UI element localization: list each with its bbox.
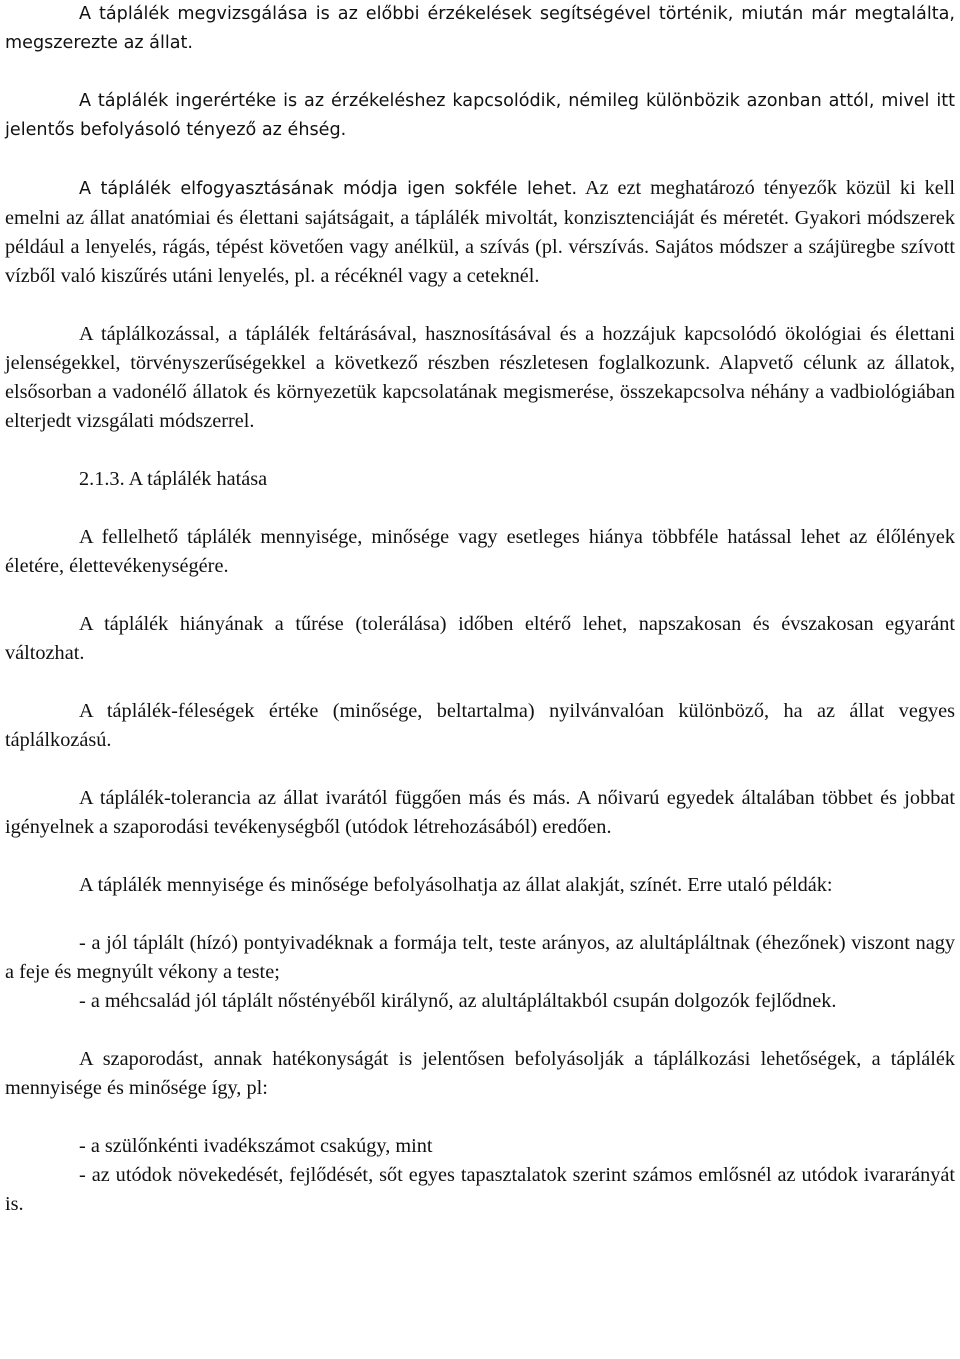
text-serif-segment: a récéknél vagy a ceteknél. bbox=[315, 265, 540, 287]
paragraph-shape-color: A táplálék mennyisége és minősége befolyásolhatja az állat alakját, színét. Erre utaló példák: bbox=[79, 874, 833, 896]
paragraph-food-tolerance: A táplálék hiányának a tűrése (tolerálása) időben eltérő lehet, napszakosan és évszakosan egyaránt változhat. bbox=[5, 613, 955, 664]
list-item: - a jól táplált (hízó) pontyivadéknak a formája telt, teste arányos, az alultápláltnak (éhezőnek) viszont nagy a feje és megnyúlt vékony a teste; bbox=[5, 932, 955, 983]
paragraph-reproduction: A szaporodást, annak hatékonyságát is jelentősen befolyásolják a táplálkozási lehetőségek, a táplálék mennyisége és minősége így, pl: bbox=[5, 1048, 955, 1099]
paragraph-feeding-overview: A táplálkozással, a táplálék feltárásával, hasznosításával és a hozzájuk kapcsolódó ökológiai és élettani jelenségekkel, törvényszerűségekkel a következő részben részletesen foglalkozunk. Alapvető célunk az állatok, elsősorban a vadonélő állatok és környezetük kapcsolatának megismerése, összekapcsolva néhány a vadbiológiában elterjedt vizsgálati módszerrel. bbox=[5, 323, 955, 432]
paragraph-food-consumption bbox=[5, 174, 955, 291]
paragraph-sex-tolerance: A táplálék-tolerancia az állat ivarától függően más és más. A nőivarú egyedek általában többet és jobbat igényelnek a szaporodási tevékenységből (utódok létrehozásából) eredően. bbox=[5, 787, 955, 838]
list-item: - a méhcsalád jól táplált nőstényéből királynő, az alultápláltakból csupán dolgozók fejlődnek. bbox=[79, 990, 837, 1012]
paragraph-food-examination: A táplálék megvizsgálása is az előbbi érzékelések segítségével történik, miután már megtalálta, megszerezte az állat. bbox=[5, 4, 955, 53]
paragraph-food-availability: A fellelhető táplálék mennyisége, minősége vagy esetleges hiánya többféle hatással lehet az élőlények életére, élettevékenységére. bbox=[5, 526, 955, 577]
text-serif-segment: Gyakori módszerek például a lenyelés, rágás, tépést követően vagy anélkül, a szívás (pl. vérszívás. bbox=[5, 207, 955, 258]
text-sans-segment: A táplálék elfogyasztásának módja igen sokféle lehet. bbox=[79, 179, 578, 199]
document-page bbox=[5, 0, 955, 1219]
list-item: - az utódok növekedését, fejlődését, sőt egyes tapasztalatok szerint számos emlősnél az utódok ivararányát is. bbox=[5, 1164, 955, 1215]
paragraph-food-value: A táplálék-féleségek értéke (minősége, beltartalma) nyilvánvalóan különböző, ha az állat vegyes táplálkozású. bbox=[5, 700, 955, 751]
list-item: - a szülőnkénti ivadékszámot csakúgy, mint bbox=[79, 1135, 433, 1157]
paragraph-food-stimulus-value: A táplálék ingerértéke is az érzékeléshez kapcsolódik, némileg különbözik azonban attól, mivel itt jelentős befolyásoló tényező az éhség. bbox=[5, 91, 955, 140]
section-heading: 2.1.3. A táplálék hatása bbox=[79, 468, 268, 490]
text-serif-segment: Sajátos módszer a szájüregbe szívott vízből való kiszűrés utáni lenyelés, pl. bbox=[5, 236, 956, 287]
text-serif-segment: Az ezt meghatározó tényezők közül ki kell emelni az állat anatómiai és élettani sajátságait, a táplálék mivoltát, konzisztenciáját és méretét. bbox=[5, 177, 955, 229]
